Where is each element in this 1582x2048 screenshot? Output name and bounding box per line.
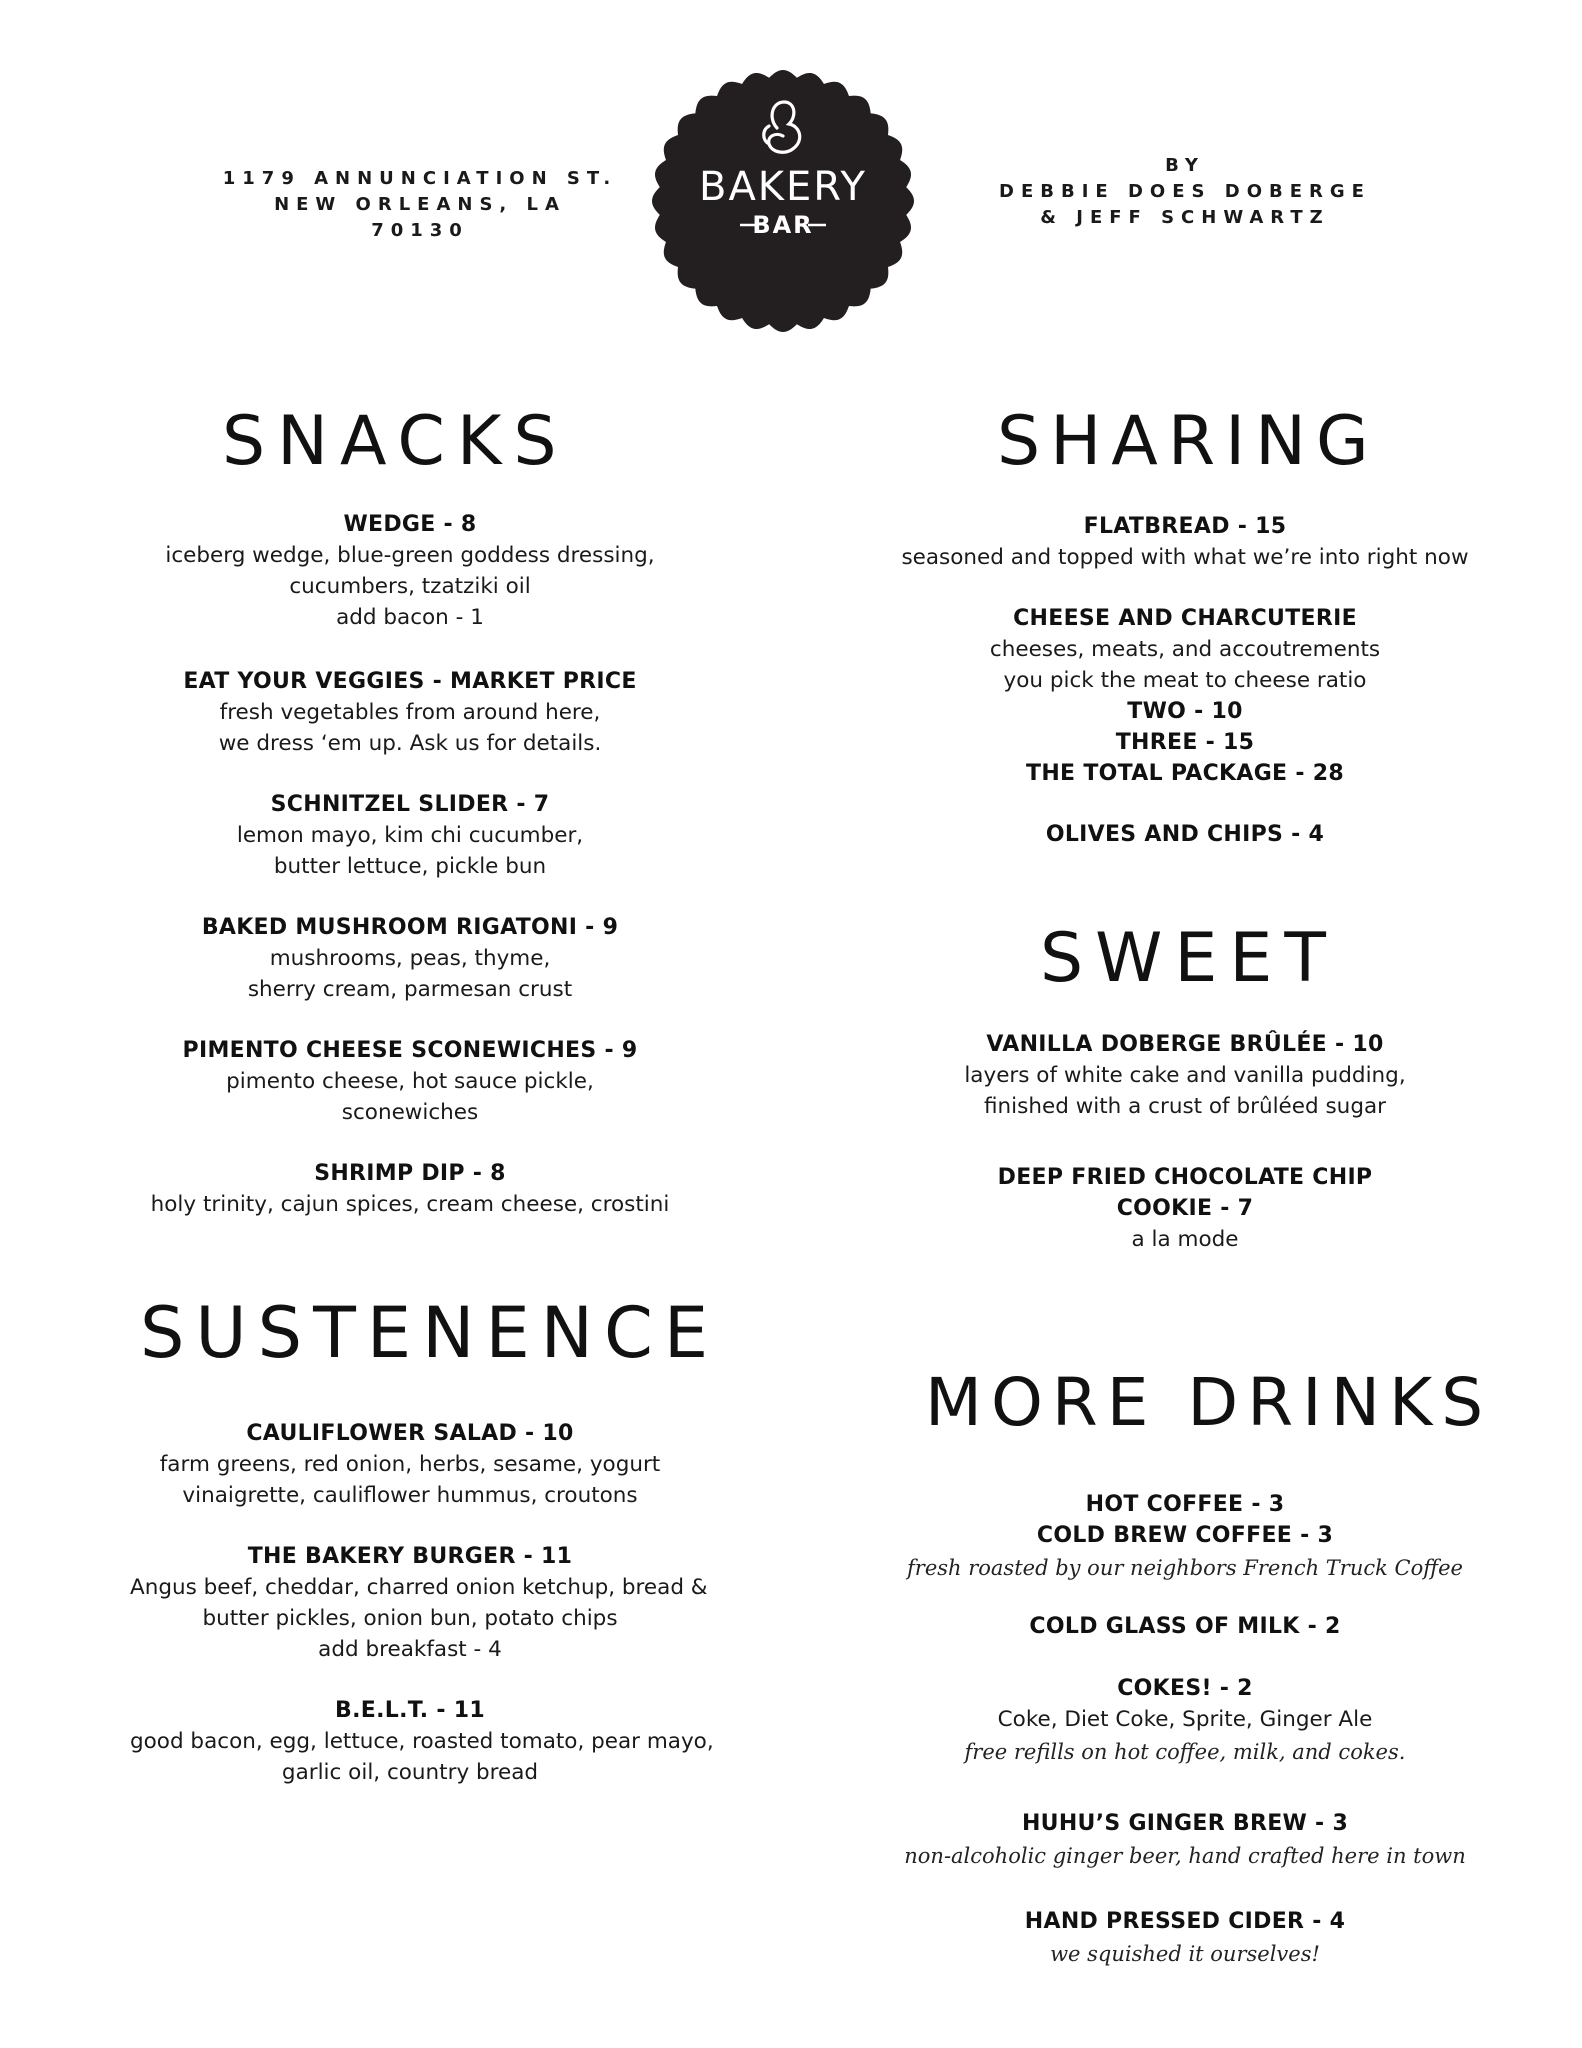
item-name: CHEESE AND CHARCUTERIE — [1013, 606, 1357, 631]
menu-item-schnitzel-slider — [130, 789, 690, 882]
item-name: PIMENTO CHEESE SCONEWICHES - 9 — [182, 1038, 638, 1063]
menu-item-deep-fried-chocolate-chip-cookie — [880, 1162, 1490, 1255]
item-option: THE TOTAL PACKAGE - 28 — [1026, 761, 1344, 786]
item-name: B.E.L.T. - 11 — [335, 1698, 485, 1723]
menu-item-cold-glass-of-milk — [880, 1611, 1490, 1642]
item-name: SCHNITZEL SLIDER - 7 — [270, 792, 550, 817]
section-title-snacks: SNACKS — [222, 402, 569, 481]
menu-item-olives-and-chips — [880, 819, 1490, 850]
section-title-sustenence: SUSTENENCE — [140, 1292, 720, 1374]
item-description: seasoned and topped with what we’re into right now — [901, 545, 1469, 570]
menu-item-coffee — [880, 1489, 1490, 1585]
item-description: cucumbers, tzatziki oil — [289, 574, 531, 599]
item-name: DEEP FRIED CHOCOLATE CHIP — [997, 1165, 1373, 1190]
item-note: non-alcoholic ginger beer, hand crafted here in town — [904, 1844, 1466, 1868]
item-name: COOKIE - 7 — [1116, 1196, 1254, 1221]
item-description: cheeses, meats, and accoutrements — [989, 637, 1381, 662]
section-title-sharing: SHARING — [997, 402, 1379, 481]
item-description: good bacon, egg, lettuce, roasted tomato, pear mayo, — [130, 1729, 714, 1754]
menu-item-eat-your-veggies — [130, 666, 690, 759]
item-description: vinaigrette, cauliflower hummus, croutons — [182, 1483, 638, 1508]
item-name: SHRIMP DIP - 8 — [314, 1161, 506, 1186]
item-name: COLD GLASS OF MILK - 2 — [1029, 1614, 1341, 1639]
menu-item-baked-mushroom-rigatoni — [130, 912, 690, 1005]
item-option: TWO - 10 — [1127, 699, 1243, 724]
menu-item-huhus-ginger-brew — [880, 1808, 1490, 1873]
section-title-sweet: SWEET — [1040, 919, 1338, 998]
byline-line: & JEFF SCHWARTZ — [1040, 207, 1330, 228]
item-name: HOT COFFEE - 3 — [1085, 1492, 1285, 1517]
menu-item-cauliflower-salad — [130, 1418, 690, 1511]
item-description: we dress ‘em up. Ask us for details. — [218, 731, 602, 756]
logo-word-bakery: BAKERY — [699, 164, 867, 210]
item-name: HAND PRESSED CIDER - 4 — [1024, 1909, 1346, 1934]
item-description: mushrooms, peas, thyme, — [269, 946, 551, 971]
menu-item-hand-pressed-cider — [880, 1906, 1490, 1971]
item-description: layers of white cake and vanilla pudding, — [964, 1063, 1406, 1088]
item-description: sconewiches — [341, 1100, 479, 1125]
item-description: sherry cream, parmesan crust — [247, 977, 573, 1002]
item-name: HUHU’S GINGER BREW - 3 — [1021, 1811, 1349, 1836]
address-line: 70130 — [371, 220, 469, 241]
menu-item-vanilla-doberge-brulee — [880, 1029, 1490, 1122]
byline-line: BY — [1165, 155, 1205, 176]
item-description: butter pickles, onion bun, potato chips — [202, 1606, 618, 1631]
item-addon: add breakfast - 4 — [318, 1637, 502, 1662]
address-line: 1179 ANNUNCIATION ST. — [222, 168, 618, 189]
item-description: Angus beef, cheddar, charred onion ketchup, bread & — [130, 1575, 708, 1600]
item-name: OLIVES AND CHIPS - 4 — [1045, 822, 1325, 847]
item-description: butter lettuce, pickle bun — [273, 854, 547, 879]
item-description: farm greens, red onion, herbs, sesame, yogurt — [159, 1452, 661, 1477]
item-description: iceberg wedge, blue-green goddess dressing, — [165, 543, 655, 568]
item-name: THE BAKERY BURGER - 11 — [247, 1544, 573, 1569]
item-description: pimento cheese, hot sauce pickle, — [226, 1069, 594, 1094]
menu-item-flatbread — [880, 511, 1490, 573]
menu-item-wedge — [130, 509, 690, 633]
item-description: holy trinity, cajun spices, cream cheese, crostini — [150, 1192, 670, 1217]
menu-item-cheese-and-charcuterie — [880, 603, 1490, 789]
item-description: a la mode — [1131, 1227, 1239, 1252]
item-name: CAULIFLOWER SALAD - 10 — [246, 1421, 574, 1446]
item-note: free refills on hot coffee, milk, and cokes. — [964, 1740, 1406, 1764]
item-description: lemon mayo, kim chi cucumber, — [236, 823, 584, 848]
menu-item-belt — [130, 1695, 714, 1788]
item-name: VANILLA DOBERGE BRÛLÉE - 10 — [986, 1032, 1384, 1057]
item-name: EAT YOUR VEGGIES - MARKET PRICE — [183, 669, 637, 694]
section-title-more-drinks: MORE DRINKS — [925, 1364, 1493, 1441]
logo-scalloped-badge — [648, 66, 918, 336]
item-description: garlic oil, country bread — [281, 1760, 539, 1785]
logo-word-bar: BAR — [752, 211, 814, 239]
menu-item-pimento-cheese-sconewiches — [130, 1035, 690, 1128]
item-description: you pick the meat to cheese ratio — [1003, 668, 1367, 693]
menu-item-shrimp-dip — [130, 1158, 690, 1220]
item-description: Coke, Diet Coke, Sprite, Ginger Ale — [997, 1707, 1373, 1732]
address-line: NEW ORLEANS, LA — [274, 194, 566, 215]
item-name: COLD BREW COFFEE - 3 — [1036, 1523, 1334, 1548]
item-option: THREE - 15 — [1115, 730, 1255, 755]
item-name: FLATBREAD - 15 — [1083, 514, 1287, 539]
item-name: WEDGE - 8 — [343, 512, 477, 537]
item-note: we squished it ourselves! — [1050, 1942, 1320, 1966]
owners-byline — [985, 153, 1385, 231]
menu-item-the-bakery-burger — [130, 1541, 708, 1665]
item-description: finished with a crust of brûléed sugar — [984, 1094, 1386, 1119]
item-name: COKES! - 2 — [1117, 1676, 1253, 1701]
item-name: BAKED MUSHROOM RIGATONI - 9 — [201, 915, 619, 940]
item-addon: add bacon - 1 — [336, 605, 484, 630]
menu-item-cokes — [880, 1673, 1490, 1769]
item-description: fresh vegetables from around here, — [219, 700, 601, 725]
restaurant-address — [220, 166, 620, 244]
byline-line: DEBBIE DOES DOBERGE — [999, 181, 1371, 202]
bakery-bar-logo — [648, 66, 918, 336]
item-note: fresh roasted by our neighbors French Truck Coffee — [907, 1556, 1463, 1580]
